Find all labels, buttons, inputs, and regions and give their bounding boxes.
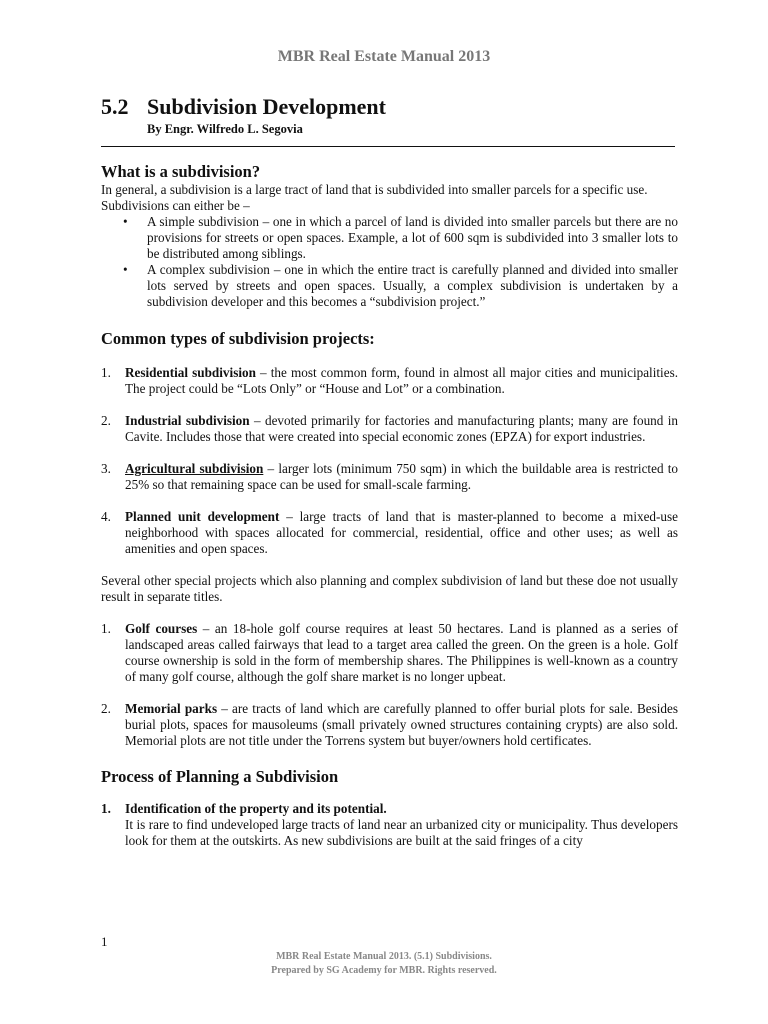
- process-list: [101, 801, 678, 849]
- bullet-icon: •: [123, 214, 128, 229]
- list-number: 4.: [101, 509, 111, 524]
- list-number: 2.: [101, 413, 111, 428]
- section-title-text: Subdivision Development: [147, 94, 386, 119]
- bullet-icon: •: [123, 262, 128, 277]
- description: – devoted primarily for factories and manufacturing plants; many are found in Cavite. Includes those that were created into special economic zones (EPZA) for export industries.: [125, 413, 678, 444]
- paragraph-special-projects: Several other special projects which also planning and complex subdivision of land but these doe not usually result in separate titles.: [101, 573, 678, 604]
- heading-what-is-subdivision: What is a subdivision?: [101, 162, 261, 181]
- list-number: 1.: [101, 801, 111, 816]
- author-byline: By Engr. Wilfredo L. Segovia: [147, 122, 303, 136]
- horizontal-rule: [101, 146, 675, 147]
- footer-line-2: Prepared by SG Academy for MBR. Rights reserved.: [271, 965, 497, 976]
- list-number: 3.: [101, 461, 111, 476]
- list-item-text: A complex subdivision – one in which the entire tract is carefully planned and divided into smaller lots served by streets and open spaces. Usually, a complex subdivision is undertaken by a subdivision developer and this becomes a “subdivision project.”: [147, 262, 678, 309]
- subdivision-kinds-list: [101, 214, 678, 310]
- term: Agricultural subdivision: [125, 461, 264, 476]
- description: – the most common form, found in almost all major cities and municipalities. The project could be “Lots Only” or “House and Lot” or a combination.: [125, 365, 678, 396]
- list-item: [101, 701, 678, 749]
- running-header: MBR Real Estate Manual 2013: [277, 48, 491, 65]
- description: – larger lots (minimum 750 sqm) in which the buildable area is restricted to 25% so that remaining space can be used for small-scale farming.: [125, 461, 679, 492]
- types-list: [101, 365, 678, 557]
- term: Residential subdivision: [125, 365, 256, 380]
- term: Industrial subdivision: [125, 413, 250, 428]
- description: – an 18-hole golf course requires at least 50 hectares. Land is planned as a series of landscaped areas called fairways that lead to a target area called the green. On the green is a hole. Golf course ownership is sold in the form of membership shares. The Philippines is well-known as a country of many golf course, although the golf share market is no longer upbeat.: [125, 621, 678, 684]
- list-item: [101, 365, 678, 397]
- paragraph-intro: In general, a subdivision is a large tract of land that is subdivided into smaller parcels for a specific use. Subdivisions can either be –: [101, 182, 648, 213]
- description: It is rare to find undeveloped large tracts of land near an urbanized city or municipality. Thus developers look for them at the outskirts. As new subdivisions are built at the said fringes of a city: [125, 817, 678, 848]
- list-item: [101, 801, 678, 849]
- section-title: [101, 94, 386, 120]
- list-item: [101, 461, 678, 493]
- list-number: 1.: [101, 621, 111, 636]
- list-item: [101, 413, 678, 445]
- heading-planning-process: Process of Planning a Subdivision: [101, 767, 339, 786]
- body-content: [101, 162, 678, 849]
- list-item: [101, 262, 678, 310]
- list-item: [101, 621, 678, 685]
- list-item-text: A simple subdivision – one in which a parcel of land is divided into smaller parcels but there are no provisions for streets or open spaces. Example, a lot of 600 sqm is subdivided into 3 smaller lots to be distributed among siblings.: [147, 214, 678, 261]
- term: Identification of the property and its potential.: [125, 801, 387, 816]
- description: – are tracts of land which are carefully planned to offer burial plots for sale. Besides burial plots, spaces for mausoleums (small privately owned structures containing crypts) are also sold. Memorial plots are not title under the Torrens system but buyer/owners hold certificates.: [125, 701, 678, 748]
- list-number: 1.: [101, 365, 111, 380]
- page-footer: [0, 950, 768, 978]
- term: Memorial parks: [125, 701, 218, 716]
- page-number: 1: [101, 934, 108, 949]
- list-item: [101, 214, 678, 262]
- term: Golf courses: [125, 621, 198, 636]
- footer-line-1: MBR Real Estate Manual 2013. (5.1) Subdivisions.: [276, 951, 492, 962]
- list-number: 2.: [101, 701, 111, 716]
- list-item: [101, 509, 678, 557]
- special-projects-list: [101, 621, 678, 749]
- section-number: 5.2: [101, 94, 129, 119]
- heading-common-types: Common types of subdivision projects:: [101, 329, 375, 348]
- term: Planned unit development: [125, 509, 280, 524]
- description: – large tracts of land that is master-planned to become a mixed-use neighborhood with spaces allocated for commercial, residential, office and other uses; as well as amenities and open spaces.: [125, 509, 678, 556]
